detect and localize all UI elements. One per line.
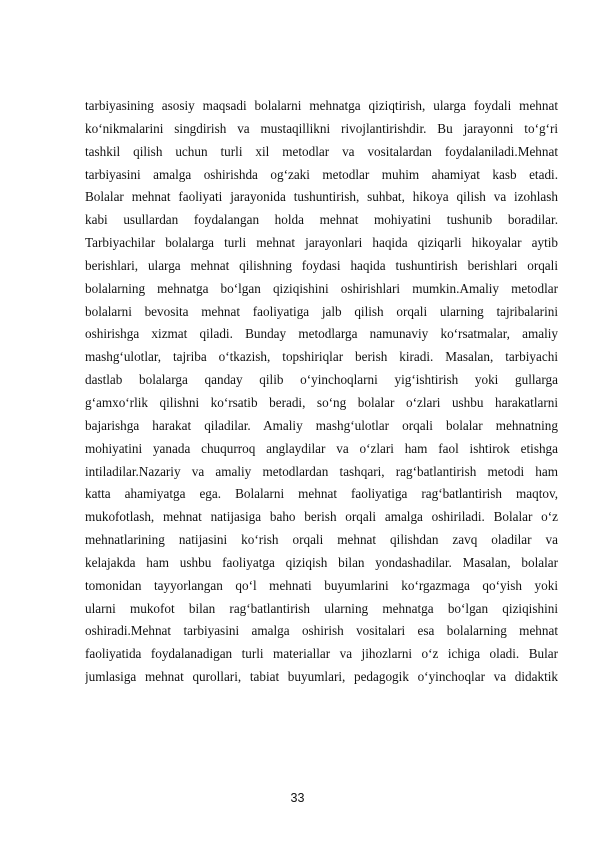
page-number: 33 (290, 791, 305, 805)
text-line: kelajakda ham ushbu faoliyatga qiziqish bilan yondashadilar. Masalan, bolalar (85, 554, 558, 570)
text-line: bajarishga harakat qiladilar. Amaliy mashg‘ulotlar orqali bolalar mehnatning (85, 417, 558, 433)
text-line: dastlab bolalarga qanday qilib o‘yinchoqlarni yig‘ishtirish yoki gullarga (85, 372, 558, 388)
text-line: bolalarni bevosita mehnat faoliyatiga jalb qilish orqali ularning tajribalarini (85, 303, 558, 319)
text-line: g‘amxo‘rlik qilishni ko‘rsatib beradi, so‘ng bolalar o‘zlari ushbu harakatlarni (85, 394, 558, 410)
text-line: Bolalar mehnat faoliyati jarayonida tushuntirish, suhbat, hikoya qilish va izohlash (85, 189, 558, 205)
text-line: ko‘nikmalarini singdirish va mustaqillikni rivojlantirishdir. Bu jarayonni to‘g‘ri (85, 120, 558, 136)
text-line: katta ahamiyatga ega. Bolalarni mehnat faoliyatiga rag‘batlantirish maqtov, (85, 486, 558, 502)
body-paragraph (85, 95, 558, 689)
text-line: Tarbiyachilar bolalarga turli mehnat jarayonlari haqida qiziqarli hikoyalar aytib (85, 235, 558, 251)
text-line: mohiyatini yanada chuqurroq anglaydilar va o‘zlari ham faol ishtirok etishga (85, 440, 558, 456)
text-line: bolalarning mehnatga bo‘lgan qiziqishini oshirishlari mumkin.Amaliy metodlar (85, 280, 558, 296)
text-line: oshiradi.Mehnat tarbiyasini amalga oshirish vositalari esa bolalarning mehnat (85, 623, 558, 639)
text-line: faoliyatida foydalanadigan turli materiallar va jihozlarni o‘z ichiga oladi. Bular (85, 646, 558, 662)
text-line: mukofotlash, mehnat natijasiga baho berish orqali amalga oshiriladi. Bolalar o‘z (85, 509, 558, 525)
text-line: tarbiyasini amalga oshirishda og‘zaki metodlar muhim ahamiyat kasb etadi. (85, 166, 558, 182)
text-line: intiladilar.Nazariy va amaliy metodlardan tashqari, rag‘batlantirish metodi ham (85, 463, 558, 479)
text-line: tashkil qilish uchun turli xil metodlar va vositalardan foydalaniladi.Mehnat (85, 143, 558, 159)
text-line: berishlari, ularga mehnat qilishning foydasi haqida tushuntirish berishlari orqali (85, 257, 558, 273)
text-line: tarbiyasining asosiy maqsadi bolalarni mehnatga qiziqtirish, ularga foydali mehnat (85, 98, 558, 113)
text-line: tomonidan tayyorlangan qo‘l mehnati buyumlarini ko‘rgazmaga qo‘yish yoki (85, 577, 558, 593)
text-line: ularni mukofot bilan rag‘batlantirish ularning mehnatga bo‘lgan qiziqishini (85, 600, 558, 616)
text-line: kabi usullardan foydalangan holda mehnat mohiyatini tushunib boradilar. (85, 212, 558, 228)
text-line: mehnatlarining natijasini ko‘rish orqali mehnat qilishdan zavq oladilar va (85, 532, 558, 548)
text-line: mashg‘ulotlar, tajriba o‘tkazish, topshiriqlar berish kiradi. Masalan, tarbiyachi (85, 349, 558, 365)
text-line: jumlasiga mehnat qurollari, tabiat buyumlari, pedagogik o‘yinchoqlar va didaktik (85, 669, 558, 685)
text-line: oshirishga xizmat qiladi. Bunday metodlarga namunaviy ko‘rsatmalar, amaliy (85, 326, 558, 342)
